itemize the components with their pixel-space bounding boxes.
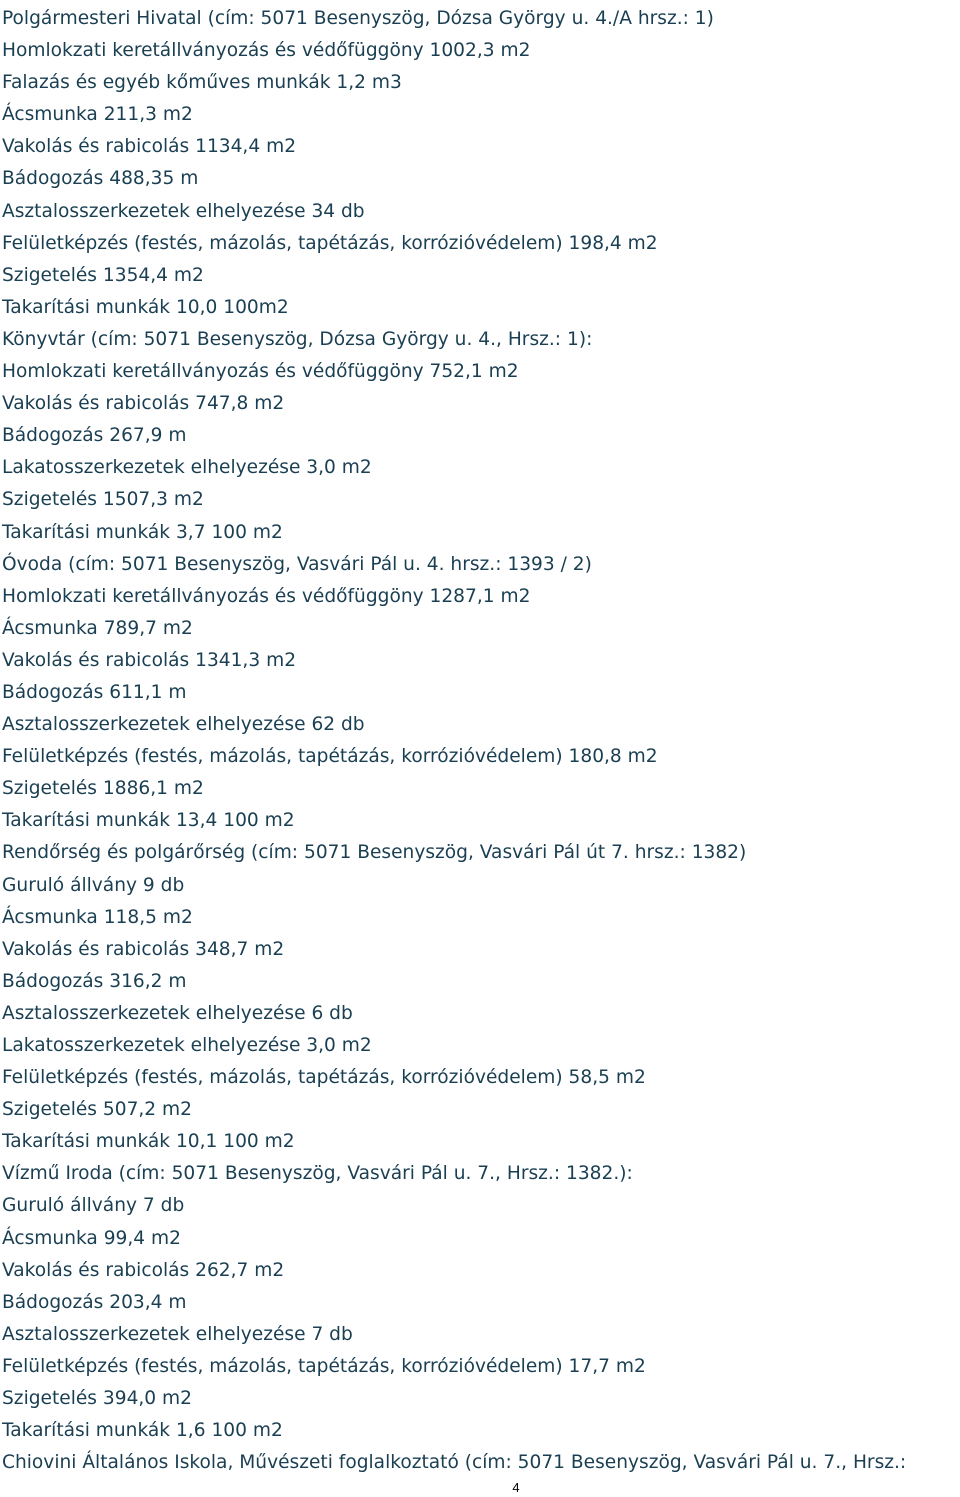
work-item: Asztalosszerkezetek elhelyezése 62 db (2, 714, 365, 736)
work-item: Szigetelés 1507,3 m2 (2, 489, 204, 511)
work-item: Vakolás és rabicolás 348,7 m2 (2, 938, 285, 960)
work-item: Szigetelés 507,2 m2 (2, 1099, 192, 1121)
work-item: Asztalosszerkezetek elhelyezése 7 db (2, 1323, 353, 1345)
work-item: Guruló állvány 7 db (2, 1195, 185, 1217)
work-item: Vakolás és rabicolás 747,8 m2 (2, 393, 285, 415)
work-item: Vakolás és rabicolás 1134,4 m2 (2, 136, 297, 158)
work-item: Bádogozás 488,35 m (2, 168, 199, 190)
work-item: Szigetelés 1886,1 m2 (2, 778, 204, 800)
section-heading-library: Könyvtár (cím: 5071 Besenyszög, Dózsa György u. 4., Hrsz.: 1): (2, 328, 593, 350)
section-heading-school: Chiovini Általános Iskola, Művészeti foglalkoztató (cím: 5071 Besenyszög, Vasvári Pál u. 7., Hrsz.: (2, 1452, 907, 1474)
work-item: Bádogozás 267,9 m (2, 425, 187, 447)
work-item: Homlokzati keretállványozás és védőfüggöny 1287,1 m2 (2, 585, 531, 607)
document-body (2, 3, 958, 1479)
section-heading-police: Rendőrség és polgárőrség (cím: 5071 Besenyszög, Vasvári Pál út 7. hrsz.: 1382) (2, 842, 747, 864)
section-heading-waterworks: Vízmű Iroda (cím: 5071 Besenyszög, Vasvári Pál u. 7., Hrsz.: 1382.): (2, 1163, 633, 1185)
work-item: Szigetelés 394,0 m2 (2, 1388, 192, 1410)
work-item: Guruló állvány 9 db (2, 874, 185, 896)
work-item: Takarítási munkák 13,4 100 m2 (2, 810, 295, 832)
work-item: Vakolás és rabicolás 1341,3 m2 (2, 649, 297, 671)
work-item: Asztalosszerkezetek elhelyezése 34 db (2, 200, 365, 222)
work-item: Lakatosszerkezetek elhelyezése 3,0 m2 (2, 1035, 372, 1056)
page-number: 4 (512, 1480, 520, 1495)
work-item: Takarítási munkák 3,7 100 m2 (2, 521, 283, 543)
work-item: Szigetelés 1354,4 m2 (2, 264, 204, 286)
work-item: Vakolás és rabicolás 262,7 m2 (2, 1259, 285, 1281)
work-item: Ácsmunka 789,7 m2 (2, 617, 193, 639)
work-item: Bádogozás 203,4 m (2, 1291, 187, 1313)
work-item: Lakatosszerkezetek elhelyezése 3,0 m2 (2, 457, 372, 479)
work-item: Asztalosszerkezetek elhelyezése 6 db (2, 1002, 353, 1024)
work-item: Felületképzés (festés, mázolás, tapétázás, korrózióvédelem) 58,5 m2 (2, 1067, 646, 1089)
work-item: Felületképzés (festés, mázolás, tapétázás, korrózióvédelem) 17,7 m2 (2, 1355, 646, 1377)
work-item: Takarítási munkák 1,6 100 m2 (2, 1420, 283, 1442)
work-item: Ácsmunka 118,5 m2 (2, 906, 193, 928)
work-item: Homlokzati keretállványozás és védőfüggöny 1002,3 m2 (2, 40, 531, 62)
work-item: Bádogozás 611,1 m (2, 681, 187, 703)
section-heading-kindergarten: Óvoda (cím: 5071 Besenyszög, Vasvári Pál u. 4. hrsz.: 1393 / 2) (2, 553, 592, 575)
section-heading-mayors-office: Polgármesteri Hivatal (cím: 5071 Besenyszög, Dózsa György u. 4./A hrsz.: 1) (2, 8, 714, 29)
work-item: Homlokzati keretállványozás és védőfüggöny 752,1 m2 (2, 361, 519, 383)
work-item: Falazás és egyéb kőműves munkák 1,2 m3 (2, 72, 402, 94)
work-item: Ácsmunka 99,4 m2 (2, 1227, 181, 1249)
work-item: Takarítási munkák 10,0 100m2 (2, 296, 289, 318)
work-item: Bádogozás 316,2 m (2, 970, 187, 992)
work-item: Ácsmunka 211,3 m2 (2, 104, 193, 126)
work-item: Felületképzés (festés, mázolás, tapétázás, korrózióvédelem) 180,8 m2 (2, 746, 658, 768)
work-item: Felületképzés (festés, mázolás, tapétázás, korrózióvédelem) 198,4 m2 (2, 232, 658, 254)
work-item: Takarítási munkák 10,1 100 m2 (2, 1131, 295, 1153)
